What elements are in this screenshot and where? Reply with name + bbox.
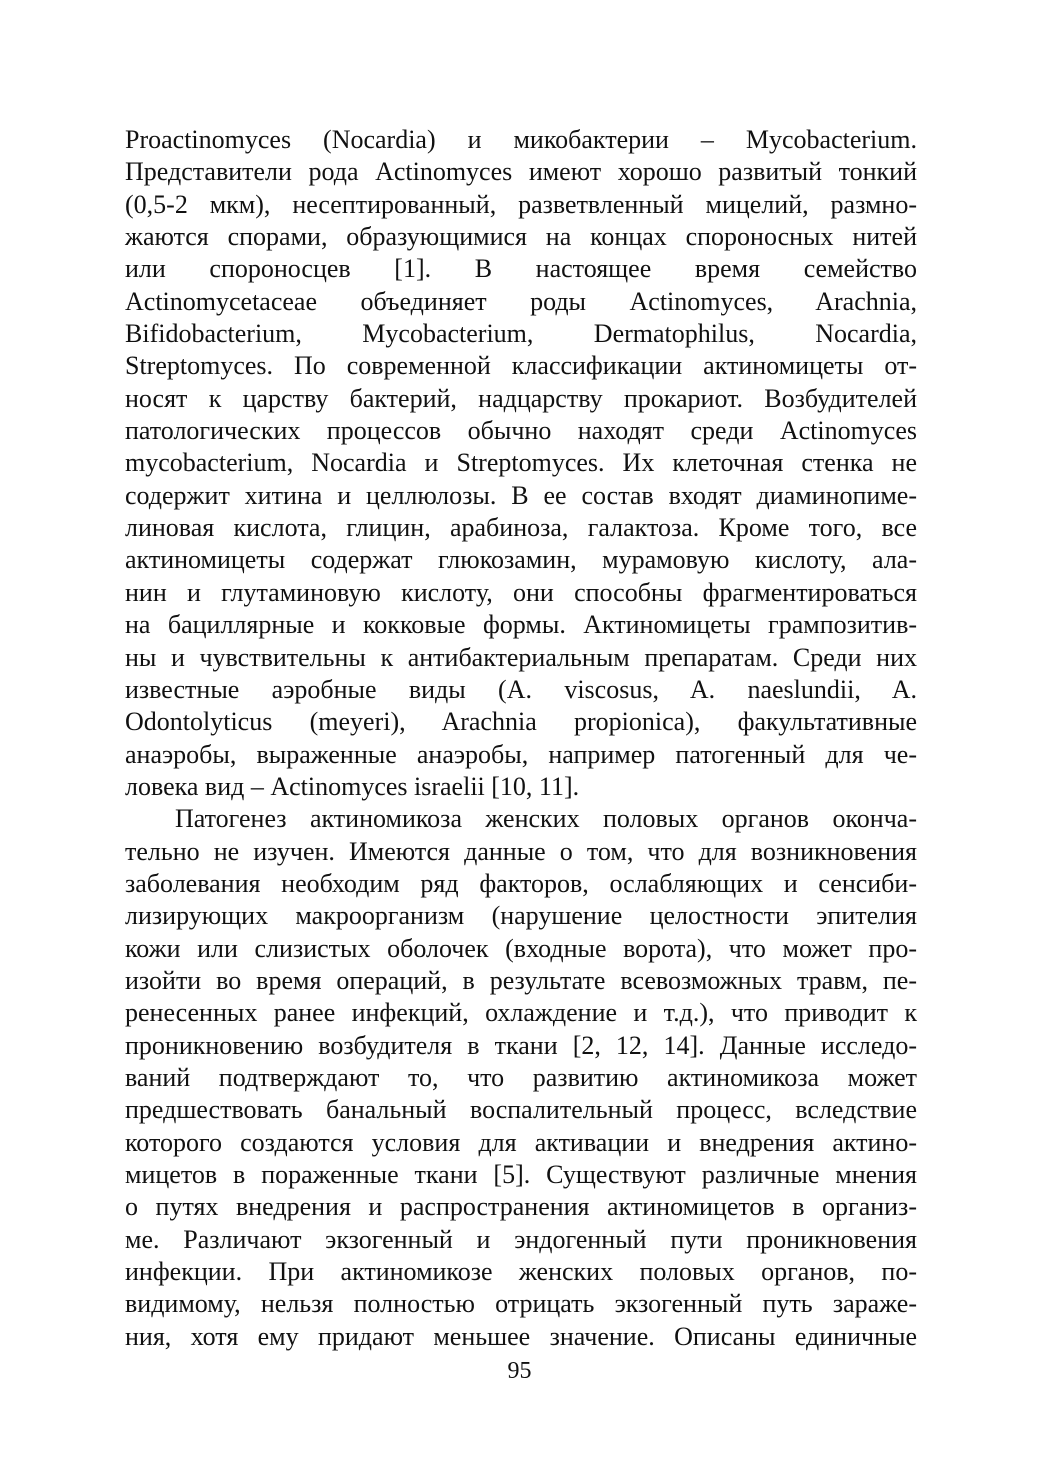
text-line: нин и глутаминовую кислоту, они способны фрагментироваться bbox=[125, 577, 917, 607]
text-line: ренесенных ранее инфекций, охлаждение и т.д.), что приводит к bbox=[125, 998, 917, 1028]
text-line: кожи или слизистых оболочек (входные ворота), что может про- bbox=[125, 933, 917, 963]
text-line: лизирующих макроорганизм (нарушение целостности эпителия bbox=[125, 901, 917, 931]
text-line: mycobacterium, Nocardia и Streptomyces. Их клеточная стенка не bbox=[125, 448, 917, 478]
body-text bbox=[125, 124, 917, 1353]
text-line: известные аэробные виды (A. viscosus, A. naeslundii, A. bbox=[125, 674, 917, 704]
text-line: проникновению возбудителя в ткани [2, 12, 14]. Данные исследо- bbox=[125, 1030, 917, 1060]
text-line: которого создаются условия для активации и внедрения актино- bbox=[125, 1127, 917, 1157]
text-line: или спороносцев [1]. В настоящее время семейство bbox=[125, 254, 917, 284]
text-line: Actinomycetaceae объединяет роды Actinomyces, Arachnia, bbox=[125, 286, 917, 316]
text-line: жаются спорами, образующимися на концах спороносных нитей bbox=[125, 222, 917, 252]
text-line: ловека вид – Actinomyces israelii [10, 11]. bbox=[125, 771, 580, 801]
text-line: ны и чувствительны к антибактериальным препаратам. Среди них bbox=[125, 642, 917, 672]
text-line: анаэробы, выраженные анаэробы, например патогенный для че- bbox=[125, 739, 917, 769]
text-line: тельно не изучен. Имеются данные о том, что для возникновения bbox=[125, 836, 917, 866]
text-line: Bifidobacterium, Mycobacterium, Dermatophilus, Nocardia, bbox=[125, 319, 917, 349]
text-line: на бациллярные и кокковые формы. Актиномицеты грампозитив- bbox=[125, 610, 917, 640]
text-line: изойти во время операций, в результате всевозможных травм, пе- bbox=[125, 965, 917, 995]
text-line: Proactinomyces (Nocardia) и микобактерии – Mycobacterium. bbox=[125, 125, 917, 154]
text-line: Odontolyticus (meyeri), Arachnia propionica), факультативные bbox=[125, 707, 917, 737]
text-line: видимому, нельзя полностью отрицать экзогенный путь зараже- bbox=[125, 1289, 917, 1319]
text-line: носят к царству бактерий, надцарству прокариот. Возбудителей bbox=[125, 383, 917, 413]
text-line: содержит хитина и целлюлозы. В ее состав входят диаминопиме- bbox=[125, 480, 917, 510]
text-line: Представители рода Actinomyces имеют хорошо развитый тонкий bbox=[125, 157, 917, 187]
text-line: заболевания необходим ряд факторов, ослабляющих и сенсиби- bbox=[125, 868, 917, 898]
paragraph bbox=[125, 803, 917, 1353]
text-line: патологических процессов обычно находят среди Actinomyces bbox=[125, 416, 917, 446]
text-line: ме. Различают экзогенный и эндогенный пути проникновения bbox=[125, 1224, 917, 1254]
text-line: (0,5-2 мкм), несептированный, разветвленный мицелий, размно- bbox=[125, 189, 917, 219]
text-line: Патогенез актиномикоза женских половых органов оконча- bbox=[175, 804, 917, 834]
text-line: предшествовать банальный воспалительный процесс, вследствие bbox=[125, 1095, 917, 1125]
paragraph bbox=[125, 124, 917, 803]
text-line: мицетов в пораженные ткани [5]. Существуют различные мнения bbox=[125, 1160, 917, 1189]
text-line: актиномицеты содержат глюкозамин, мурамовую кислоту, ала- bbox=[125, 545, 917, 575]
text-line: ния, хотя ему придают меньшее значение. Описаны единичные bbox=[125, 1321, 917, 1351]
text-line: линовая кислота, глицин, арабиноза, галактоза. Кроме того, все bbox=[125, 513, 917, 543]
text-line: ваний подтверждают то, что развитию актиномикоза может bbox=[125, 1062, 917, 1092]
text-line: Streptomyces. По современной классификации актиномицеты от- bbox=[125, 351, 917, 381]
page-number: 95 bbox=[507, 1358, 532, 1384]
text-line: инфекции. При актиномикозе женских половых органов, по- bbox=[125, 1257, 917, 1287]
text-line: о путях внедрения и распространения актиномицетов в организ- bbox=[125, 1192, 917, 1222]
